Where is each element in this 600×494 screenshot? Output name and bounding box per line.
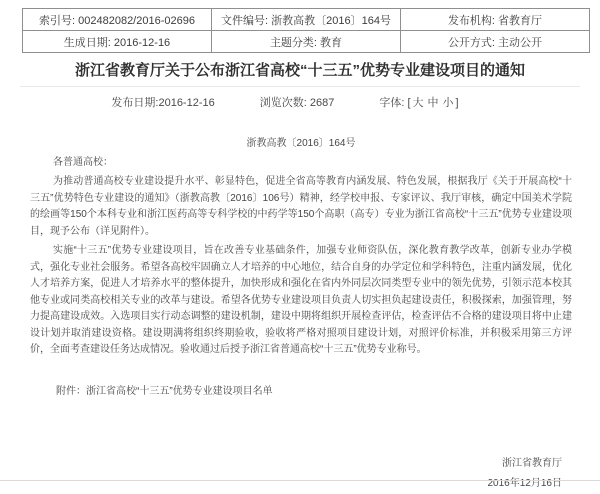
font-size-medium-button[interactable]: 中	[427, 97, 439, 109]
signature-date: 2016年12月16日	[487, 478, 562, 489]
font-size-switcher	[379, 95, 458, 111]
attachment-line: 附件：浙江省高校“十三五”优势专业建设项目名单	[56, 385, 273, 397]
meta-cell-creation-date: 生成日期: 2016-12-16	[23, 31, 212, 53]
salutation: 各普通高校：	[53, 156, 113, 168]
view-count: 浏览次数: 2687	[259, 97, 335, 109]
paragraph-1: 为推动普通高校专业建设提升水平、彰显特色，促进全省高等教育内涵发展、特色发展，根据我厅《关于开展高校“十三五”优势特色专业建设的通知》（浙教高教〔2016〕106号）精神，经学校申报、专家评议、我厅审核，确定中国美术学院的绘画等150个本科专业和浙江医药高等专科学校的中药学等150个高职（高专）专业为浙江省高校“十三五”优势专业建设项目，现予公布（详见附件）。	[30, 176, 572, 237]
meta-cell-disclosure-method: 公开方式: 主动公开	[401, 31, 590, 53]
metadata-row-2	[23, 31, 590, 53]
title-divider	[20, 86, 580, 87]
meta-cell-issuing-agency: 发布机构: 省教育厅	[401, 9, 590, 31]
document-body	[30, 136, 572, 494]
signature-block	[30, 454, 572, 494]
document-metadata-table	[22, 8, 590, 53]
signer-name: 浙江省教育厅	[502, 458, 562, 469]
meta-cell-file-number: 文件编号: 浙教高教〔2016〕164号	[212, 9, 401, 31]
font-size-large-button[interactable]: 大	[412, 97, 424, 109]
metadata-row-1	[23, 9, 590, 31]
font-size-label: 字体:	[379, 97, 405, 109]
publish-date: 发布日期:2016-12-16	[111, 97, 215, 109]
font-size-small-button[interactable]: 小	[442, 97, 454, 109]
meta-cell-topic-category: 主题分类: 教育	[212, 31, 401, 53]
page-title: 浙江省教育厅关于公布浙江省高校“十三五”优势专业建设项目的通知	[74, 62, 525, 79]
meta-row	[0, 95, 570, 111]
bottom-divider	[0, 480, 600, 481]
paragraph-2: 实施“十三五”优势专业建设项目，旨在改善专业基础条件，加强专业师资队伍，深化教育教学改革，创新专业办学模式，强化专业社会服务。希望各高校牢固确立人才培养的中心地位，结合自身的办学定位和学科特色，注重内涵发展，优化人才培养方案，促进人才培养水平的整体提升，加快形成和强化在省内外同层次同类型专业中的领先优势，引领示范本校其他专业或同类高校相关专业的改革与建设。希望各优势专业建设项目负责人切实担负起建设责任，积极探索，加强管理，努力提高建设成效。入选项目实行动态调整的建设机制，建设中期将组织开展检查评估，检查评估不合格的建设项目将中止建设计划并取消建设资格。建设期满将组织终期验收，验收将严格对照项目建设计划，对照评价标准，并积极采用第三方评价，全面考查建设任务达成情况。验收通过后授予浙江省普通高校“十三五”优势专业称号。	[30, 245, 572, 355]
document-number: 浙教高教〔2016〕164号	[246, 138, 356, 149]
bracket-close-text: ]	[455, 97, 459, 109]
bracket-open-text: [	[407, 97, 411, 109]
meta-cell-index-number: 索引号: 002482082/2016-02696	[23, 9, 212, 31]
